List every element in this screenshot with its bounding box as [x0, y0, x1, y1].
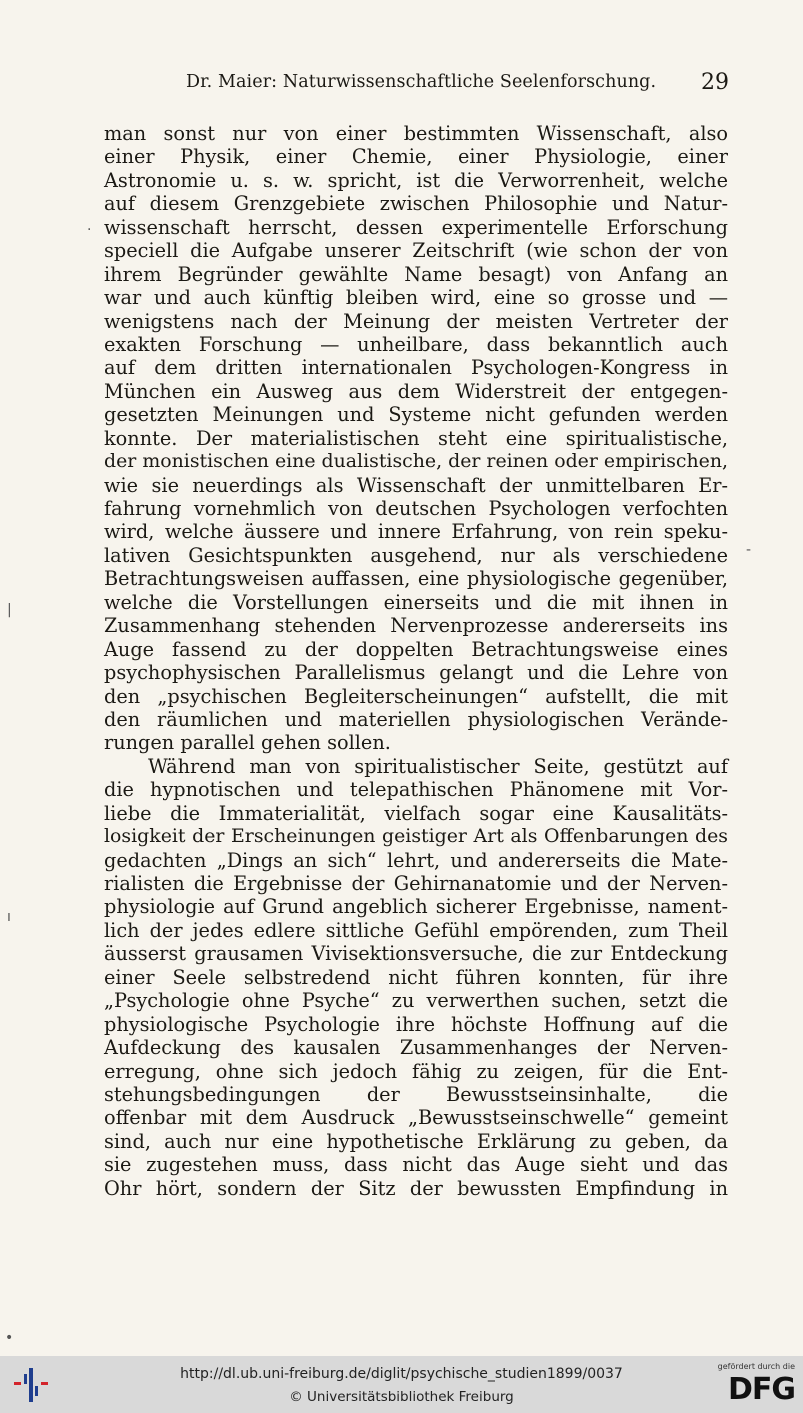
page-number: 29	[701, 70, 729, 95]
text-line: konnte. Der materialistischen steht eine spiritualistische,	[104, 426, 728, 450]
viewer-footer	[0, 1356, 803, 1413]
dfg-funding-badge[interactable]	[707, 1362, 795, 1408]
text-line: Aufdeckung des kausalen Zusammenhanges der Nerven-	[104, 1036, 728, 1060]
text-line: liebe die Immaterialität, vielfach sogar eine Kausalitäts-	[104, 801, 728, 825]
page-header	[186, 72, 731, 102]
margin-mark: •	[5, 1330, 14, 1346]
text-line: psychophysischen Parallelismus gelangt und die Lehre von	[104, 661, 728, 685]
text-line: München ein Ausweg aus dem Widerstreit der entgegen-	[104, 379, 728, 403]
copyright-notice: © Universitätsbibliothek Freiburg	[289, 1389, 514, 1405]
text-line: die hypnotischen und telepathischen Phänomene mit Vor-	[104, 778, 728, 802]
text-line: auf diesem Grenzgebiete zwischen Philosophie und Natur-	[104, 192, 728, 216]
text-line: Zusammenhang stehenden Nervenprozesse andererseits ins	[104, 614, 728, 638]
margin-mark: |	[7, 602, 12, 618]
text-line: gedachten „Dings an sich“ lehrt, und andererseits die Mate-	[104, 848, 728, 872]
text-line: lativen Gesichtspunkten ausgehend, nur als verschiedene	[104, 543, 728, 567]
text-line: äusserst grausamen Vivisektionsversuche, die zur Entdeckung	[104, 942, 728, 966]
body-text	[104, 122, 728, 1200]
text-line: Auge fassend zu der doppelten Betrachtungsweise eines	[104, 637, 728, 661]
text-line: welche die Vorstellungen einerseits und die mit ihnen in	[104, 590, 728, 614]
text-line: erregung, ohne sich jedoch fähig zu zeigen, für die Ent-	[104, 1059, 728, 1083]
text-line: gesetzten Meinungen und Systeme nicht gefunden werden	[104, 403, 728, 427]
text-line: sie zugestehen muss, dass nicht das Auge sieht und das	[104, 1153, 728, 1177]
text-line: ihrem Begründer gewählte Name besagt) von Anfang an	[104, 262, 728, 286]
text-line: wird, welche äussere und innere Erfahrung, von rein speku-	[104, 520, 728, 544]
margin-mark: ı	[7, 909, 11, 925]
text-line: speciell die Aufgabe unserer Zeitschrift (wie schon der von	[104, 239, 728, 263]
text-line: wie sie neuerdings als Wissenschaft der unmittelbaren Er-	[104, 473, 728, 497]
dfg-caption: gefördert durch die	[717, 1362, 795, 1371]
running-title: Dr. Maier: Naturwissenschaftliche Seelenforschung.	[186, 72, 657, 92]
permalink-url[interactable]: http://dl.ub.uni-freiburg.de/diglit/psychische_studien1899/0037	[180, 1366, 623, 1382]
text-line: fahrung vornehmlich von deutschen Psychologen verfochten	[104, 497, 728, 520]
text-line: physiologische Psychologie ihre höchste Hoffnung auf die	[104, 1012, 728, 1036]
text-line: physiologie auf Grund angeblich sicherer Ergebnisse, nament-	[104, 895, 728, 919]
text-line: lich der jedes edlere sittliche Gefühl empörenden, zum Theil	[104, 918, 728, 942]
text-line: sind, auch nur eine hypothetische Erklärung zu geben, da	[104, 1129, 728, 1153]
text-line: wissenschaft herrscht, dessen experimentelle Erforschung	[104, 215, 728, 239]
dfg-logo: DFG	[727, 1372, 795, 1407]
text-line: losigkeit der Erscheinungen geistiger Art als Offenbarungen des	[104, 825, 728, 848]
text-line: einer Physik, einer Chemie, einer Physiologie, einer	[104, 145, 728, 169]
text-line: den räumlichen und materiellen physiologischen Verände-	[104, 707, 728, 731]
text-line: auf dem dritten internationalen Psychologen-Kongress in	[104, 356, 728, 380]
text-line: Ohr hört, sondern der Sitz der bewussten Empfindung in	[104, 1176, 728, 1200]
text-line: stehungsbedingungen der Bewusstseinsinhalte, die	[104, 1082, 728, 1106]
text-line: den „psychischen Begleiterscheinungen“ aufstellt, die mit	[104, 684, 728, 708]
text-line: offenbar mit dem Ausdruck „Bewusstseinschwelle“ gemeint	[104, 1106, 728, 1130]
margin-mark: ·	[87, 222, 92, 238]
margin-mark: -	[746, 542, 752, 558]
text-line: war und auch künftig bleiben wird, eine so grosse und —	[104, 286, 728, 310]
text-line: der monistischen eine dualistische, der reinen oder empirischen,	[104, 450, 728, 473]
text-line: rungen parallel gehen sollen.	[104, 731, 391, 755]
text-line: einer Seele selbstredend nicht führen konnten, für ihre	[104, 965, 728, 989]
text-line: Während man von spiritualistischer Seite, gestützt auf	[148, 754, 728, 778]
text-line: „Psychologie ohne Psyche“ zu verwerthen suchen, setzt die	[104, 989, 728, 1013]
text-line: man sonst nur von einer bestimmten Wissenschaft, also	[104, 122, 728, 145]
text-line: Betrachtungsweisen auffassen, eine physiologische gegenüber,	[104, 567, 728, 591]
text-line: Astronomie u. s. w. spricht, ist die Verworrenheit, welche	[104, 168, 728, 192]
text-line: wenigstens nach der Meinung der meisten Vertreter der	[104, 309, 728, 333]
text-line: exakten Forschung — unheilbare, dass bekanntlich auch	[104, 332, 728, 356]
text-line: rialisten die Ergebnisse der Gehirnanatomie und der Nerven-	[104, 872, 728, 895]
